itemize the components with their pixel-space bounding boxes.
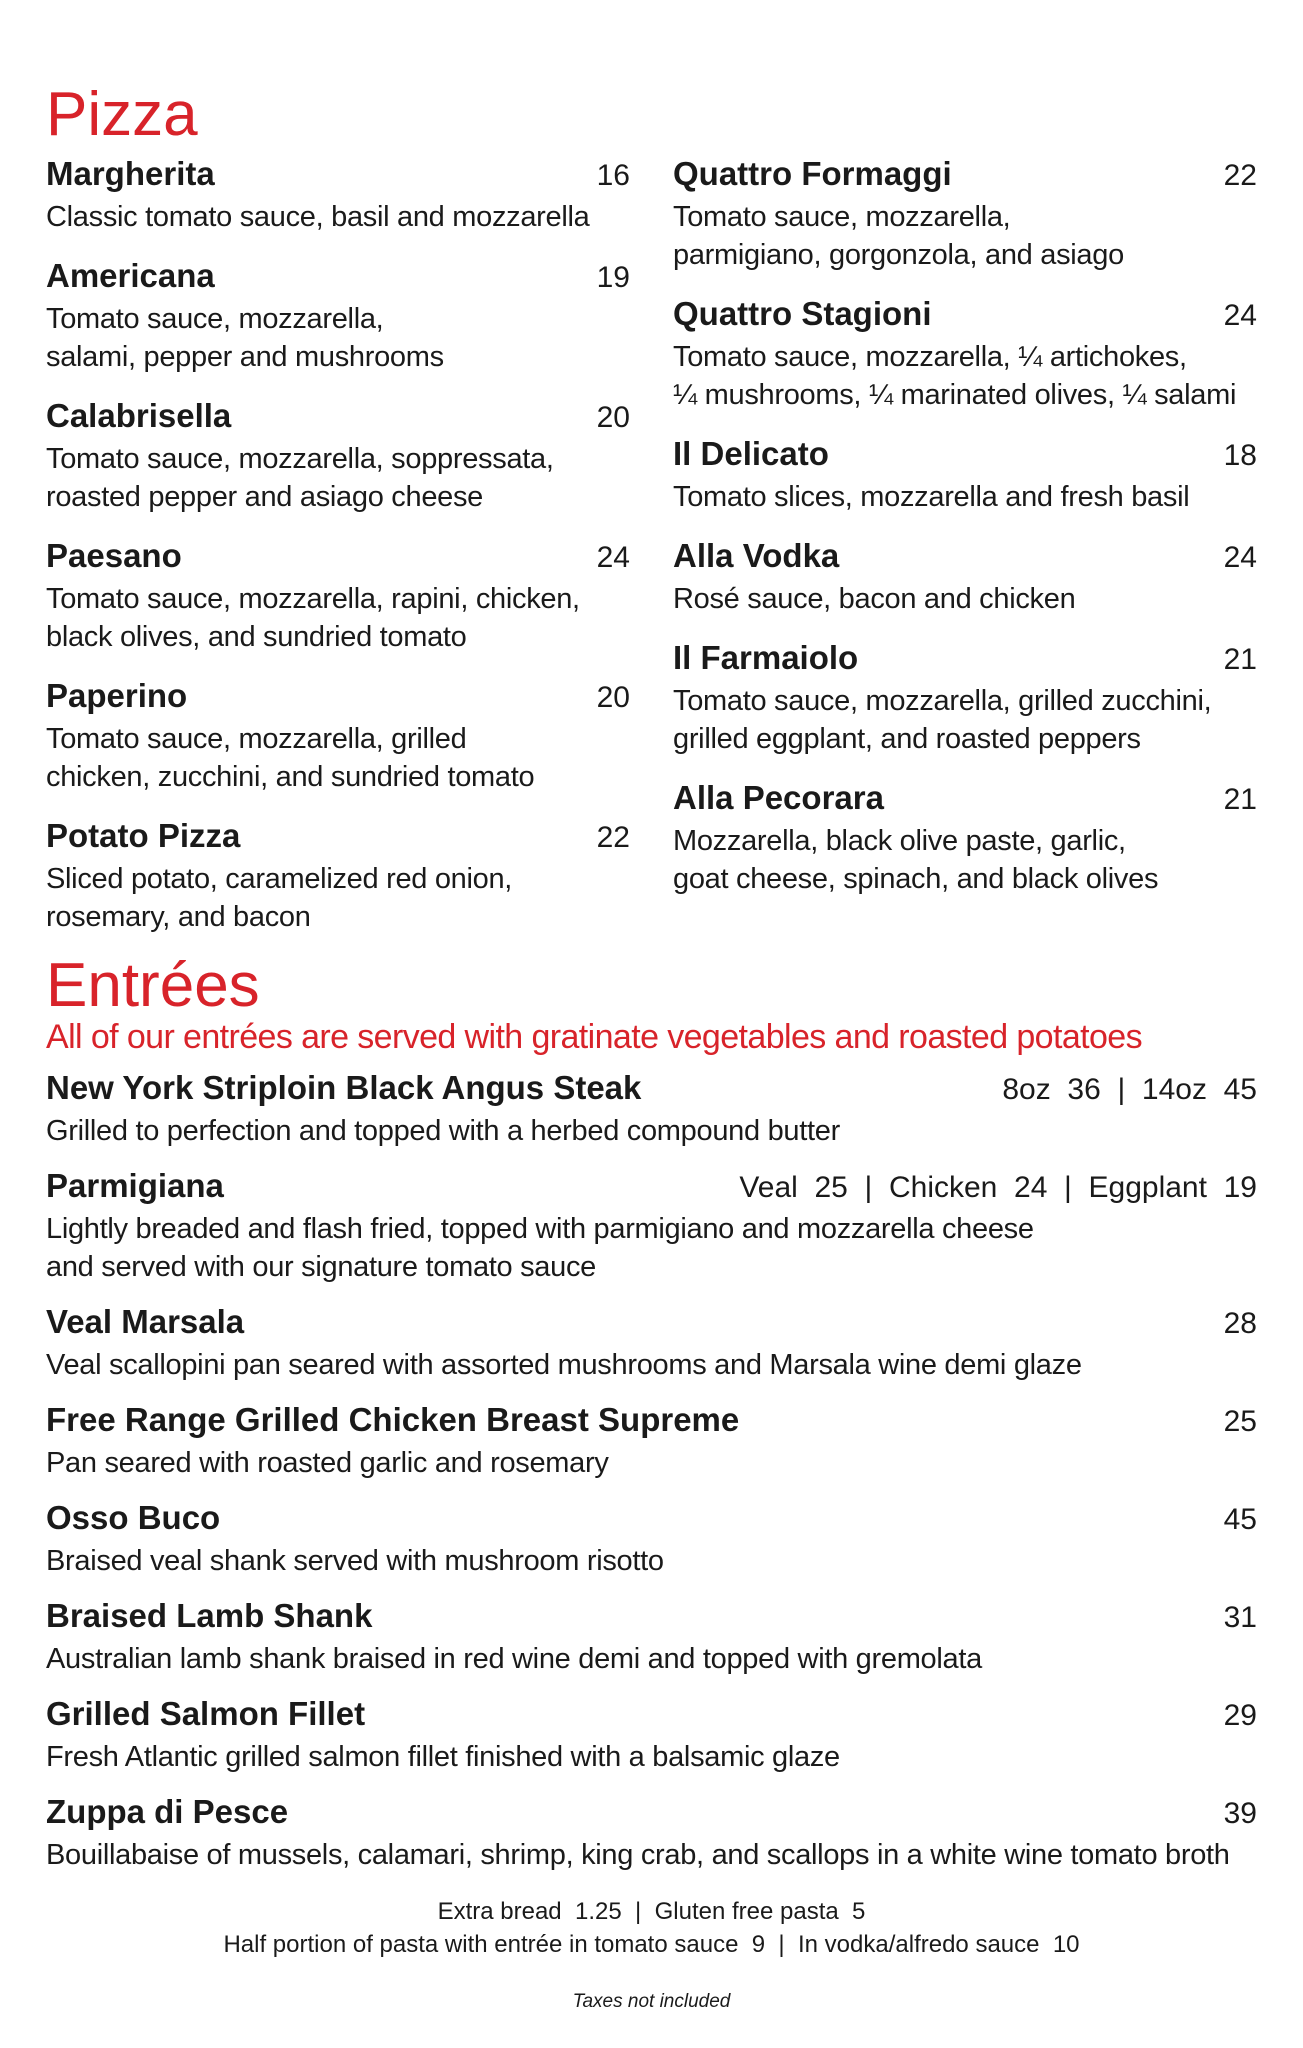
menu-item-name: Americana [46, 257, 215, 294]
taxes-note: Taxes not included [572, 1991, 731, 2012]
menu-item-description: Tomato slices, mozzarella and fresh basil [673, 481, 1190, 513]
pizza-section-title: Pizza [46, 80, 198, 149]
menu-item [46, 1496, 1257, 1580]
menu-item-description: Australian lamb shank braised in red wine demi and topped with gremolata [46, 1643, 982, 1675]
menu-item-description: rosemary, and bacon [46, 901, 311, 933]
menu-item-price: 16 [596, 159, 630, 192]
menu-item-price: 29 [1223, 1699, 1257, 1732]
menu-item-name: Potato Pizza [46, 817, 241, 854]
menu-item-price: 18 [1223, 439, 1257, 472]
menu-item [46, 1164, 1257, 1286]
pizza-column-left [46, 152, 630, 954]
entrees-subtitle: All of our entrées are served with gratinate vegetables and roasted potatoes [46, 1018, 1142, 1056]
menu-item [46, 1300, 1257, 1384]
menu-item [46, 1594, 1257, 1678]
menu-item-price: 21 [1223, 643, 1257, 676]
menu-item-name: Quattro Formaggi [673, 155, 952, 192]
menu-item-name: Alla Pecorara [673, 779, 884, 816]
menu-item-name: Osso Buco [46, 1499, 221, 1536]
menu-item-name: Alla Vodka [673, 537, 840, 574]
menu-item-description: Tomato sauce, mozzarella, soppressata, [46, 443, 554, 475]
menu-item-name: Quattro Stagioni [673, 295, 932, 332]
menu-item-header [673, 534, 1257, 580]
menu-item-name: Il Delicato [673, 435, 829, 472]
menu-item-description: and served with our signature tomato sauce [46, 1251, 596, 1283]
menu-item-price: 20 [596, 681, 630, 714]
menu-item-price: 31 [1223, 1601, 1257, 1634]
menu-item-price: 24 [1223, 299, 1257, 332]
menu-item-price: 24 [1223, 541, 1257, 574]
menu-item-name: New York Striploin Black Angus Steak [46, 1069, 642, 1106]
menu-item [46, 394, 630, 516]
menu-item-description: black olives, and sundried tomato [46, 621, 467, 653]
menu-item-header [46, 1164, 1257, 1210]
menu-item [673, 534, 1257, 618]
menu-item-price: 28 [1223, 1307, 1257, 1340]
menu-item-description: salami, pepper and mushrooms [46, 341, 444, 373]
menu-item-price: 8oz 36 | 14oz 45 [1002, 1073, 1257, 1106]
menu-item-header [46, 1692, 1257, 1738]
menu-item [673, 776, 1257, 898]
footer-extras: Extra bread 1.25 | Gluten free pasta 5 [437, 1898, 866, 1925]
menu-item-description: Tomato sauce, mozzarella, [673, 201, 1011, 233]
menu-item [673, 152, 1257, 274]
menu-item-description: Tomato sauce, mozzarella, ¼ artichokes, [673, 341, 1187, 373]
entrees-list [46, 1066, 1257, 1888]
menu-item-description: ¼ mushrooms, ¼ marinated olives, ¼ salami [673, 379, 1237, 411]
menu-item-header [46, 152, 630, 198]
menu-item-header [46, 1398, 1257, 1444]
menu-item-description: Mozzarella, black olive paste, garlic, [673, 825, 1126, 857]
menu-item [673, 636, 1257, 758]
menu-item-description: Tomato sauce, mozzarella, grilled [46, 723, 467, 755]
entrees-section-title: Entrées [46, 951, 260, 1020]
menu-item-description: Tomato sauce, mozzarella, rapini, chicken, [46, 583, 580, 615]
menu-item-name: Braised Lamb Shank [46, 1597, 373, 1634]
menu-item [46, 534, 630, 656]
menu-item-price: 45 [1223, 1503, 1257, 1536]
menu-item [673, 432, 1257, 516]
menu-item-description: Sliced potato, caramelized red onion, [46, 863, 513, 895]
menu-item-header [46, 1594, 1257, 1640]
menu-item-description: Tomato sauce, mozzarella, grilled zucchini, [673, 685, 1212, 717]
menu-item-header [46, 534, 630, 580]
menu-item-price: 22 [1223, 159, 1257, 192]
menu-item-description: Pan seared with roasted garlic and rosemary [46, 1447, 609, 1479]
menu-item-description: parmigiano, gorgonzola, and asiago [673, 239, 1124, 271]
menu-item-header [673, 636, 1257, 682]
menu-item-name: Paperino [46, 677, 188, 714]
menu-item [46, 152, 630, 236]
menu-item [46, 674, 630, 796]
menu-item [46, 254, 630, 376]
menu-item-description: chicken, zucchini, and sundried tomato [46, 761, 535, 793]
menu-item-description: Tomato sauce, mozzarella, [46, 303, 384, 335]
menu-item-price: 19 [596, 261, 630, 294]
menu-item-header [46, 1300, 1257, 1346]
menu-item-header [673, 292, 1257, 338]
pizza-column-right [673, 152, 1257, 916]
menu-item-header [46, 394, 630, 440]
menu-item-header [46, 254, 630, 300]
menu-item [46, 1398, 1257, 1482]
menu-item-price: 24 [596, 541, 630, 574]
menu-item [46, 1790, 1257, 1874]
menu-item-name: Parmigiana [46, 1167, 224, 1204]
menu-item-description: Rosé sauce, bacon and chicken [673, 583, 1076, 615]
menu-item-price: 39 [1223, 1797, 1257, 1830]
menu-item-description: Classic tomato sauce, basil and mozzarella [46, 201, 590, 233]
menu-item-description: Bouillabaise of mussels, calamari, shrimp, king crab, and scallops in a white wine tomato broth [46, 1839, 1230, 1871]
menu-item-name: Paesano [46, 537, 182, 574]
menu-item-header [46, 814, 630, 860]
menu-item-header [673, 152, 1257, 198]
menu-item-name: Grilled Salmon Fillet [46, 1695, 366, 1732]
menu-item-header [673, 776, 1257, 822]
menu-item-header [46, 1790, 1257, 1836]
menu-item [46, 1692, 1257, 1776]
menu-item-name: Free Range Grilled Chicken Breast Supreme [46, 1401, 740, 1438]
menu-item-description: Lightly breaded and flash fried, topped with parmigiano and mozzarella cheese [46, 1213, 1034, 1245]
menu-item-price: 22 [596, 821, 630, 854]
menu-item-price: 20 [596, 401, 630, 434]
footer-half-portion: Half portion of pasta with entrée in tomato sauce 9 | In vodka/alfredo sauce 10 [223, 1931, 1080, 1958]
menu-item [46, 1066, 1257, 1150]
menu-item-description: Veal scallopini pan seared with assorted mushrooms and Marsala wine demi glaze [46, 1349, 1082, 1381]
menu-item-name: Margherita [46, 155, 215, 192]
menu-item-description: grilled eggplant, and roasted peppers [673, 723, 1141, 755]
menu-item-name: Zuppa di Pesce [46, 1793, 289, 1830]
menu-item-price: 25 [1223, 1405, 1257, 1438]
menu-item-description: Fresh Atlantic grilled salmon fillet finished with a balsamic glaze [46, 1741, 840, 1773]
menu-item-header [46, 1496, 1257, 1542]
menu-item-header [46, 674, 630, 720]
menu-item-header [46, 1066, 1257, 1112]
menu-item-name: Veal Marsala [46, 1303, 245, 1340]
menu-item [46, 814, 630, 936]
menu-item-description: roasted pepper and asiago cheese [46, 481, 484, 513]
menu-item-price: Veal 25 | Chicken 24 | Eggplant 19 [739, 1171, 1257, 1204]
menu-item-description: Braised veal shank served with mushroom risotto [46, 1545, 664, 1577]
menu-item-name: Il Farmaiolo [673, 639, 859, 676]
menu-item-name: Calabrisella [46, 397, 232, 434]
menu-item-description: goat cheese, spinach, and black olives [673, 863, 1159, 895]
menu-item-description: Grilled to perfection and topped with a herbed compound butter [46, 1115, 840, 1147]
menu-item-price: 21 [1223, 783, 1257, 816]
menu-item [673, 292, 1257, 414]
menu-item-header [673, 432, 1257, 478]
